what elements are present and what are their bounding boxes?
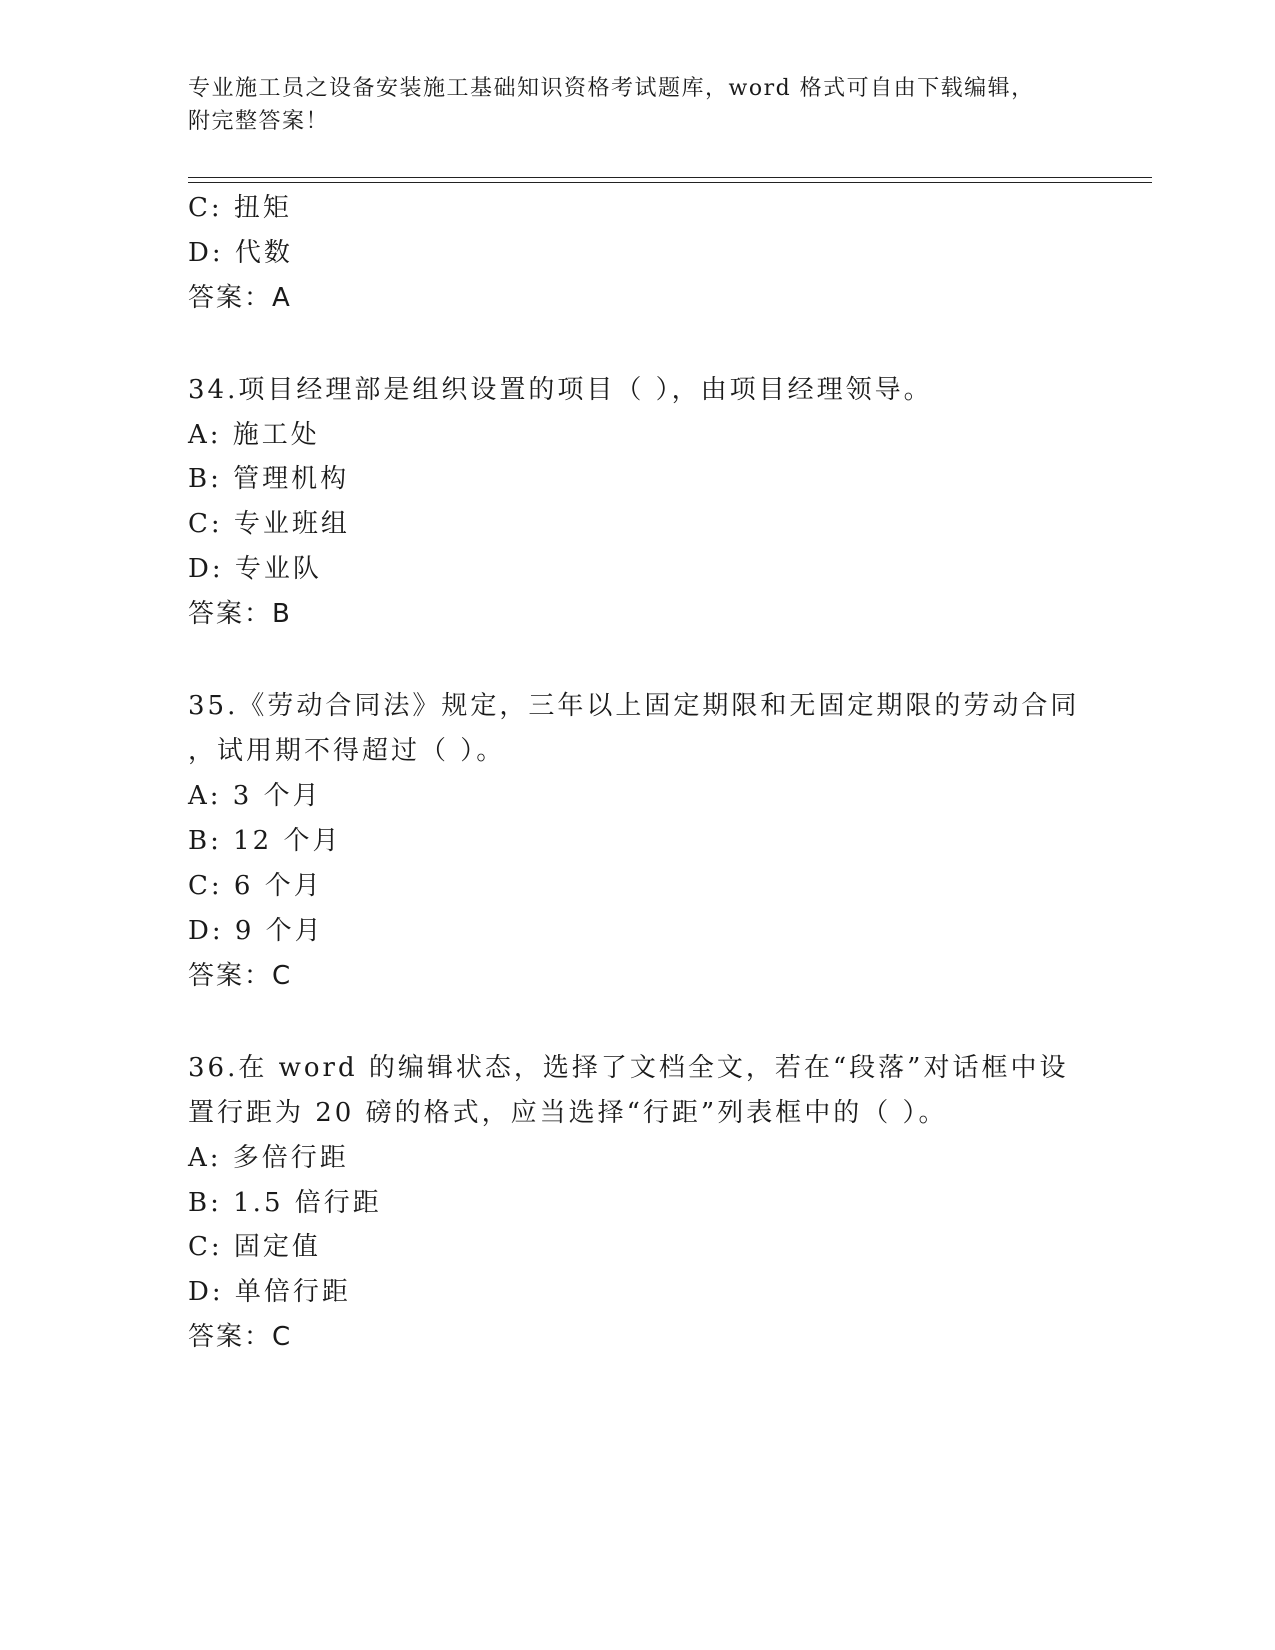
q34-option-a: A: 施工处 — [188, 420, 320, 450]
header-line-2: 附完整答案！ — [188, 109, 330, 134]
q33-answer: 答案：A — [188, 283, 292, 313]
q35-option-d: D: 9 个月 — [188, 916, 324, 946]
q34-option-d: D: 专业队 — [188, 554, 322, 584]
q35-stem-line-2: ，试用期不得超过（ ）。 — [188, 736, 506, 766]
q35-option-c: C: 6 个月 — [188, 871, 323, 901]
q36-stem-line-1: 36.在 word 的编辑状态，选择了文档全文，若在“段落”对话框中设 — [188, 1053, 1069, 1083]
q36-answer: 答案：C — [188, 1322, 293, 1352]
q36-stem-line-2: 置行距为 20 磅的格式，应当选择“行距”列表框中的（ ）。 — [188, 1098, 948, 1128]
q36-option-b: B: 1.5 倍行距 — [188, 1188, 382, 1218]
q36-option-c: C: 固定值 — [188, 1232, 321, 1262]
q35-stem-line-1: 35.《劳动合同法》规定，三年以上固定期限和无固定期限的劳动合同 — [188, 691, 1080, 721]
header-divider-bottom — [188, 182, 1152, 183]
document-header — [188, 72, 1088, 138]
header-line-1: 专业施工员之设备安装施工基础知识资格考试题库，word 格式可自由下载编辑， — [188, 76, 1035, 101]
q35-option-a: A: 3 个月 — [188, 781, 322, 811]
q36-option-d: D: 单倍行距 — [188, 1277, 351, 1307]
q36-option-a: A: 多倍行距 — [188, 1143, 349, 1173]
q35-answer: 答案：C — [188, 961, 293, 991]
q33-option-c: C: 扭矩 — [188, 193, 292, 223]
q34-stem: 34.项目经理部是组织设置的项目（ ），由项目经理领导。 — [188, 375, 933, 405]
q34-option-b: B: 管理机构 — [188, 464, 350, 494]
q34-answer: 答案：B — [188, 599, 292, 629]
header-divider-top — [188, 177, 1152, 178]
q33-option-d: D: 代数 — [188, 238, 293, 268]
q34-option-c: C: 专业班组 — [188, 509, 350, 539]
q35-option-b: B: 12 个月 — [188, 826, 342, 856]
